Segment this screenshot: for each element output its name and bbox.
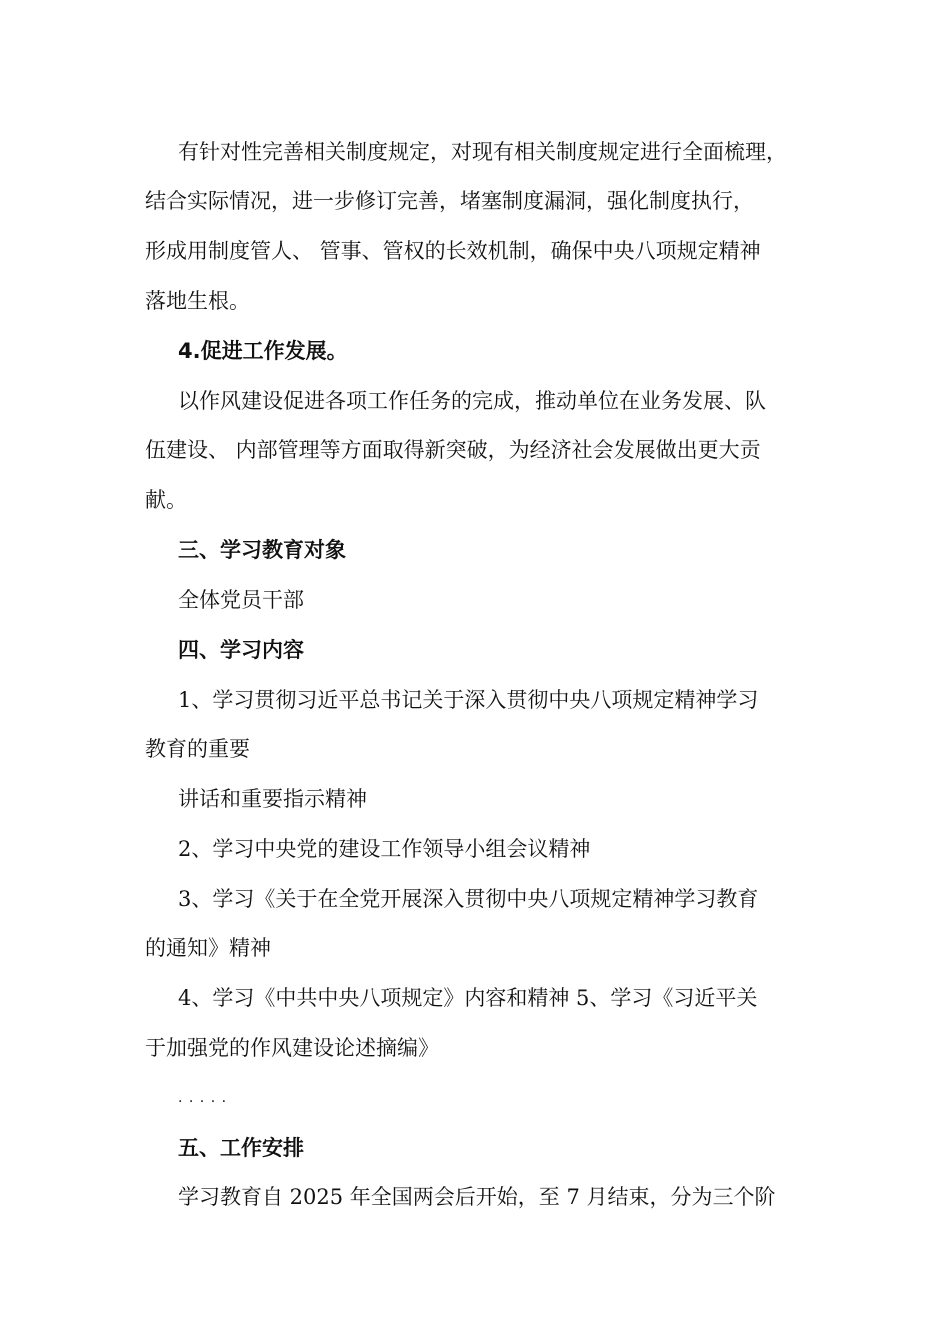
paragraph-line: 有针对性完善相关制度规定，对现有相关制度规定进行全面梳理，: [178, 140, 787, 164]
section-heading: 四、学习内容: [178, 638, 304, 662]
list-item-line: 教育的重要: [145, 737, 250, 761]
paragraph-line: 献。: [145, 488, 187, 512]
paragraph-line: 全体党员干部: [178, 588, 304, 612]
list-item-line: 2、学习中央党的建设工作领导小组会议精神: [178, 837, 591, 861]
section-heading: 五、工作安排: [178, 1136, 304, 1160]
list-item-line: 讲话和重要指示精神: [178, 787, 367, 811]
paragraph-line: 学习教育自 2025 年全国两会后开始，至 7 月结束，分为三个阶: [178, 1185, 776, 1209]
list-item-line: 3、学习《关于在全党开展深入贯彻中央八项规定精神学习教育: [178, 887, 759, 911]
paragraph-line: 以作风建设促进各项工作任务的完成，推动单位在业务发展、队: [178, 389, 766, 413]
ellipsis: . . . . .: [178, 1090, 228, 1106]
list-item-line: 4、学习《中共中央八项规定》内容和精神 5、学习《习近平关: [178, 986, 758, 1010]
section-heading: 4.促进工作发展。: [178, 339, 348, 363]
section-heading: 三、学习教育对象: [178, 538, 346, 562]
list-item-line: 1、学习贯彻习近平总书记关于深入贯彻中央八项规定精神学习: [178, 688, 759, 712]
paragraph-line: 伍建设、 内部管理等方面取得新突破，为经济社会发展做出更大贡: [145, 438, 761, 462]
paragraph-line: 结合实际情况，进一步修订完善，堵塞制度漏洞，强化制度执行，: [145, 189, 754, 213]
list-item-line: 的通知》精神: [145, 936, 271, 960]
list-item-line: 于加强党的作风建设论述摘编》: [145, 1036, 439, 1060]
paragraph-line: 形成用制度管人、 管事、管权的长效机制，确保中央八项规定精神: [145, 239, 761, 263]
paragraph-line: 落地生根。: [145, 289, 250, 313]
